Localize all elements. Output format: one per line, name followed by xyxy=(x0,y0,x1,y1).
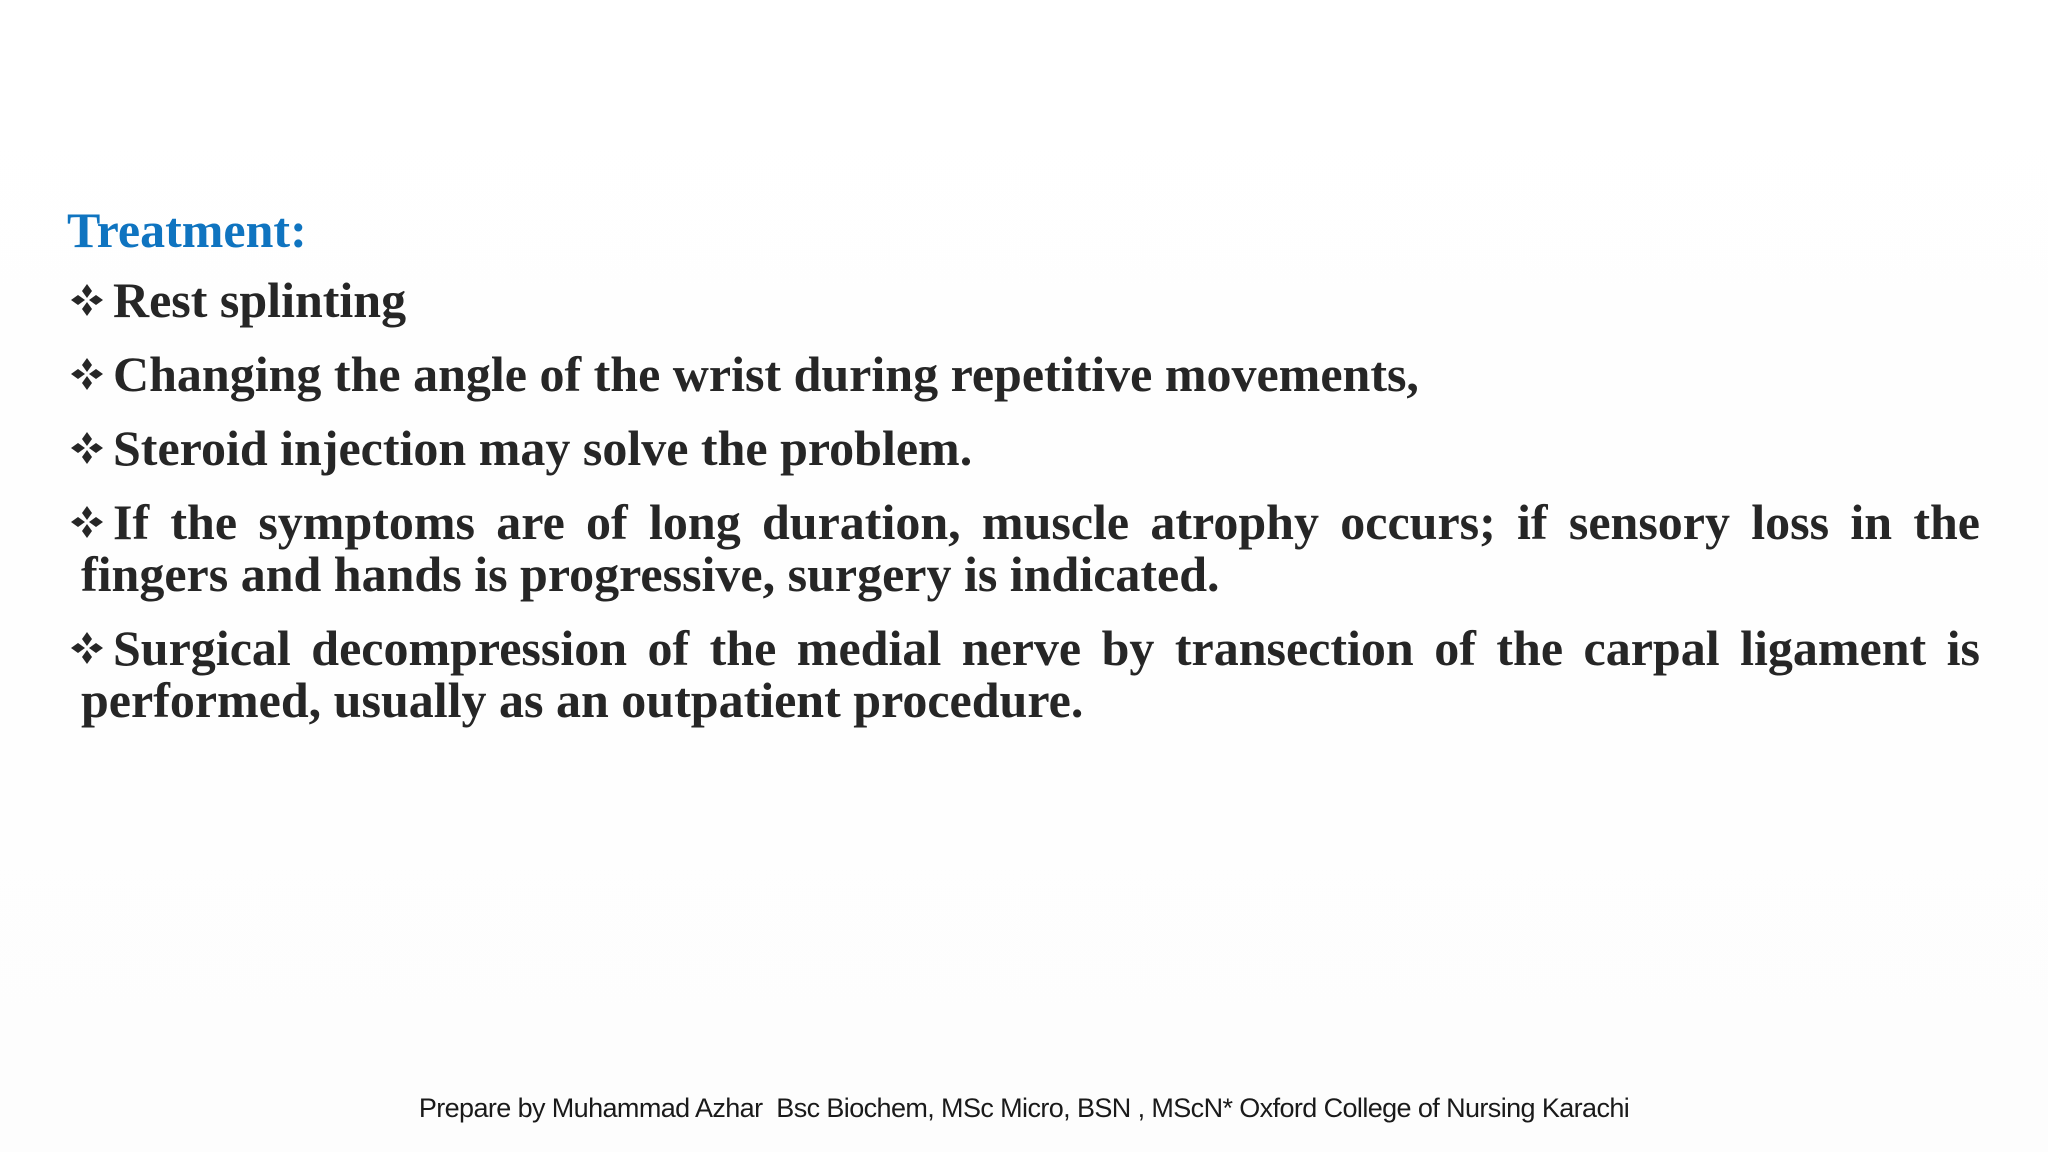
bullet-item xyxy=(67,274,1980,326)
bullet-item xyxy=(67,348,1980,400)
bullet-text: Rest splinting xyxy=(113,272,407,328)
four-diamond-bullet-icon xyxy=(67,348,107,400)
four-diamond-bullet-icon xyxy=(67,422,107,474)
four-diamond-bullet-icon xyxy=(67,622,107,674)
bullet-text: If the symptoms are of long duration, muscle atrophy occurs; if sensory loss in the fingers and hands is progressive, surgery is indicated. xyxy=(81,494,1980,602)
bullet-item xyxy=(67,422,1980,474)
bullet-item xyxy=(67,496,1980,600)
bullet-text: Surgical decompression of the medial nerve by transection of the carpal ligament is performed, usually as an outpatient procedure. xyxy=(81,620,1980,728)
slide-heading: Treatment: xyxy=(67,202,307,258)
bullet-text: Steroid injection may solve the problem. xyxy=(113,420,973,476)
bullet-text: Changing the angle of the wrist during repetitive movements, xyxy=(113,346,1419,402)
slide-footer: Prepare by Muhammad Azhar Bsc Biochem, MSc Micro, BSN , MScN* Oxford College of Nursing Karachi xyxy=(418,1093,1630,1123)
slide-content xyxy=(67,200,1980,748)
four-diamond-bullet-icon xyxy=(67,274,107,326)
four-diamond-bullet-icon xyxy=(67,496,107,548)
bullet-list xyxy=(67,274,1980,726)
bullet-item xyxy=(67,622,1980,726)
